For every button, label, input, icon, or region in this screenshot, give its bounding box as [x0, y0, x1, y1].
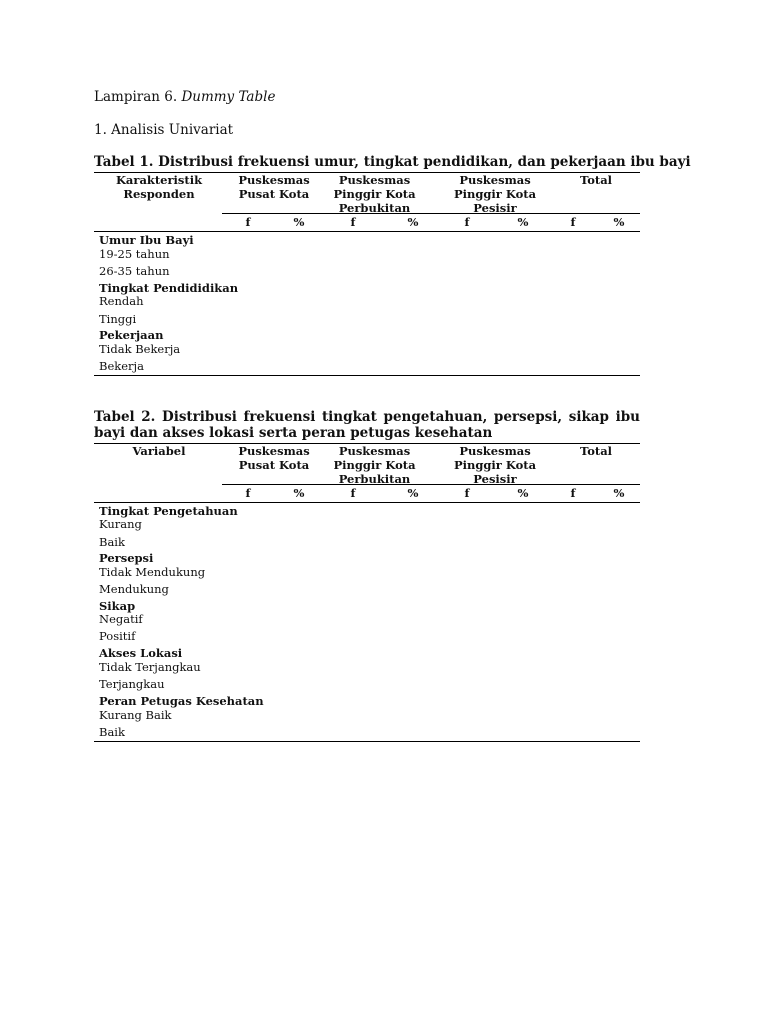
table2-sub-header: %	[613, 486, 625, 500]
table2-sub-header: f	[245, 486, 251, 500]
table1-row-item: Bekerja	[99, 359, 144, 373]
table2-col-header: Puskesmas Pinggir Kota Pesisir	[453, 444, 537, 486]
table1-row-group: Tingkat Pendididikan	[99, 281, 239, 295]
table1-col-header: Puskesmas Pinggir Kota Pesisir	[453, 173, 537, 215]
table1-col-header: Puskesmas Pinggir Kota Perbukitan	[333, 173, 416, 215]
table2-row-group: Persepsi	[99, 551, 154, 565]
table1-sub-header: f	[570, 215, 576, 229]
table1-sub-header: f	[464, 215, 470, 229]
table1-col-header: Total	[579, 173, 613, 187]
table2-sub-header: f	[464, 486, 470, 500]
table1-header-bottom-rule	[94, 231, 640, 232]
table1-row-item: 26-35 tahun	[99, 264, 170, 278]
table2-row-item: Baik	[99, 535, 125, 549]
table1-row-item: Tidak Bekerja	[99, 342, 181, 356]
table1-row-item: 19-25 tahun	[99, 247, 170, 261]
table2-header-rule	[222, 484, 640, 485]
table1-caption: Tabel 1. Distribusi frekuensi umur, tingkat pendidikan, dan pekerjaan ibu bayi	[94, 154, 691, 170]
appendix-title: Dummy Table	[181, 89, 276, 105]
table1-header-rule	[222, 213, 640, 214]
table1-row-group: Umur Ibu Bayi	[99, 233, 194, 247]
table1-sub-header: %	[517, 215, 529, 229]
table2-row-item: Kurang Baik	[99, 708, 172, 722]
table2-row-item: Terjangkau	[99, 677, 165, 691]
table2-row-group: Sikap	[99, 599, 136, 613]
appendix-prefix: Lampiran 6.	[94, 89, 182, 105]
table1-bottom-rule	[94, 375, 640, 376]
appendix-heading	[94, 89, 275, 105]
table1-row-item: Tinggi	[99, 312, 137, 326]
table1-sub-header: %	[613, 215, 625, 229]
table1-sub-header: f	[350, 215, 356, 229]
table2-row-item: Tidak Mendukung	[99, 565, 206, 579]
table1-col-header: Puskesmas Pusat Kota	[238, 173, 310, 201]
table2-sub-header: %	[407, 486, 419, 500]
table1-sub-header: %	[407, 215, 419, 229]
table2-row-item: Positif	[99, 629, 136, 643]
table1-row-item: Rendah	[99, 294, 144, 308]
table1-sub-header: %	[293, 215, 305, 229]
table1-row-group: Pekerjaan	[99, 328, 164, 342]
table2-row-item: Mendukung	[99, 582, 169, 596]
table2-sub-header: f	[570, 486, 576, 500]
table2-header-bottom-rule	[94, 502, 640, 503]
table2-col-header: Puskesmas Pinggir Kota Perbukitan	[333, 444, 416, 486]
table2-first-col-header: Variabel	[132, 444, 186, 458]
section-heading: 1. Analisis Univariat	[94, 122, 234, 138]
table1-sub-header: f	[245, 215, 251, 229]
table2-row-item: Baik	[99, 725, 125, 739]
table1-first-col-header: Karakteristik Responden	[115, 173, 203, 201]
table2-sub-header: f	[350, 486, 356, 500]
table2-col-header: Total	[579, 444, 613, 458]
table2-caption: Tabel 2. Distribusi frekuensi tingkat pengetahuan, persepsi, sikap ibu bayi dan akses lokasi serta peran petugas kesehatan	[94, 409, 640, 441]
table2-row-item: Kurang	[99, 517, 142, 531]
table2-sub-header: %	[517, 486, 529, 500]
table2-row-item: Tidak Terjangkau	[99, 660, 201, 674]
table2-col-header: Puskesmas Pusat Kota	[238, 444, 310, 472]
table2-sub-header: %	[293, 486, 305, 500]
table2-row-group: Tingkat Pengetahuan	[99, 504, 238, 518]
table2-row-group: Peran Petugas Kesehatan	[99, 694, 264, 708]
table2-row-item: Negatif	[99, 612, 143, 626]
table2-row-group: Akses Lokasi	[99, 646, 183, 660]
table2-bottom-rule	[94, 741, 640, 742]
